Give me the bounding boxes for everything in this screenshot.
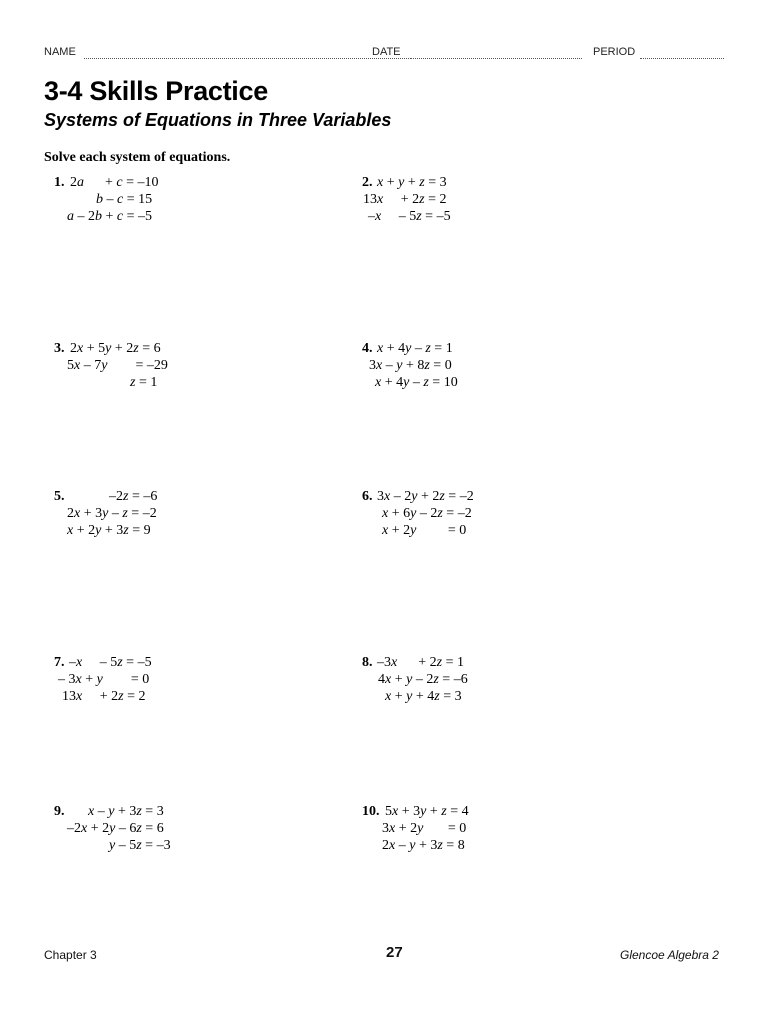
equation: 2x + 3y – z = –2 <box>67 506 157 521</box>
problem-number: 1. <box>54 175 65 190</box>
date-blank <box>410 58 582 59</box>
worksheet-header <box>44 46 726 66</box>
equation: x + 4y – z = 1 <box>377 341 453 356</box>
period-label: PERIOD <box>593 46 636 58</box>
equation: –2z = –6 <box>109 489 158 504</box>
equation: 3x – y + 8z = 0 <box>369 358 452 373</box>
equation: x + y + z = 3 <box>377 175 447 190</box>
equation: x – y + 3z = 3 <box>88 804 164 819</box>
equation: x + 2y = 0 <box>382 523 467 538</box>
date-label: DATE <box>372 46 401 58</box>
footer-chapter: Chapter 3 <box>44 948 97 962</box>
equation: 3x + 2y = 0 <box>382 821 467 836</box>
problem-number: 4. <box>362 341 373 356</box>
problem-number: 9. <box>54 804 65 819</box>
equation: 5x + 3y + z = 4 <box>385 804 469 819</box>
equation: x + 6y – 2z = –2 <box>382 506 472 521</box>
instructions: Solve each system of equations. <box>44 150 231 165</box>
equation: 2x + 5y + 2z = 6 <box>70 341 161 356</box>
equation: –3x + 2z = 1 <box>377 655 464 670</box>
problem-number: 5. <box>54 489 65 504</box>
problem-number: 6. <box>362 489 373 504</box>
problem-number: 2. <box>362 175 373 190</box>
equation: x + y + 4z = 3 <box>385 689 462 704</box>
equation: x + 2y + 3z = 9 <box>67 523 151 538</box>
problem-number: 3. <box>54 341 65 356</box>
equation: x + 4y – z = 10 <box>375 375 458 390</box>
equation: 2x – y + 3z = 8 <box>382 838 465 853</box>
equation: z = 1 <box>130 375 158 390</box>
problem-number: 7. <box>54 655 65 670</box>
equation: 2a + c = –10 <box>70 175 159 190</box>
equation: 5x – 7y = –29 <box>67 358 168 373</box>
name-blank <box>84 58 409 59</box>
equation: a – 2b + c = –5 <box>67 209 153 224</box>
footer-book-title: Glencoe Algebra 2 <box>620 948 719 962</box>
equation: –x – 5z = –5 <box>69 655 152 670</box>
footer-page-number: 27 <box>386 944 403 961</box>
period-blank <box>640 58 724 59</box>
equation: – 3x + y = 0 <box>58 672 150 687</box>
equation: –2x + 2y – 6z = 6 <box>67 821 164 836</box>
page-subtitle: Systems of Equations in Three Variables <box>44 110 392 130</box>
equation: 3x – 2y + 2z = –2 <box>377 489 474 504</box>
name-label: NAME <box>44 46 76 58</box>
equation: 4x + y – 2z = –6 <box>378 672 468 687</box>
equation: y – 5z = –3 <box>109 838 171 853</box>
problem-number: 10. <box>362 804 380 819</box>
equation: 13x + 2z = 2 <box>62 689 146 704</box>
page-title: 3-4 Skills Practice <box>44 76 268 106</box>
equation: b – c = 15 <box>96 192 153 207</box>
equation: 13x + 2z = 2 <box>363 192 447 207</box>
equation: –x – 5z = –5 <box>368 209 451 224</box>
problem-number: 8. <box>362 655 373 670</box>
